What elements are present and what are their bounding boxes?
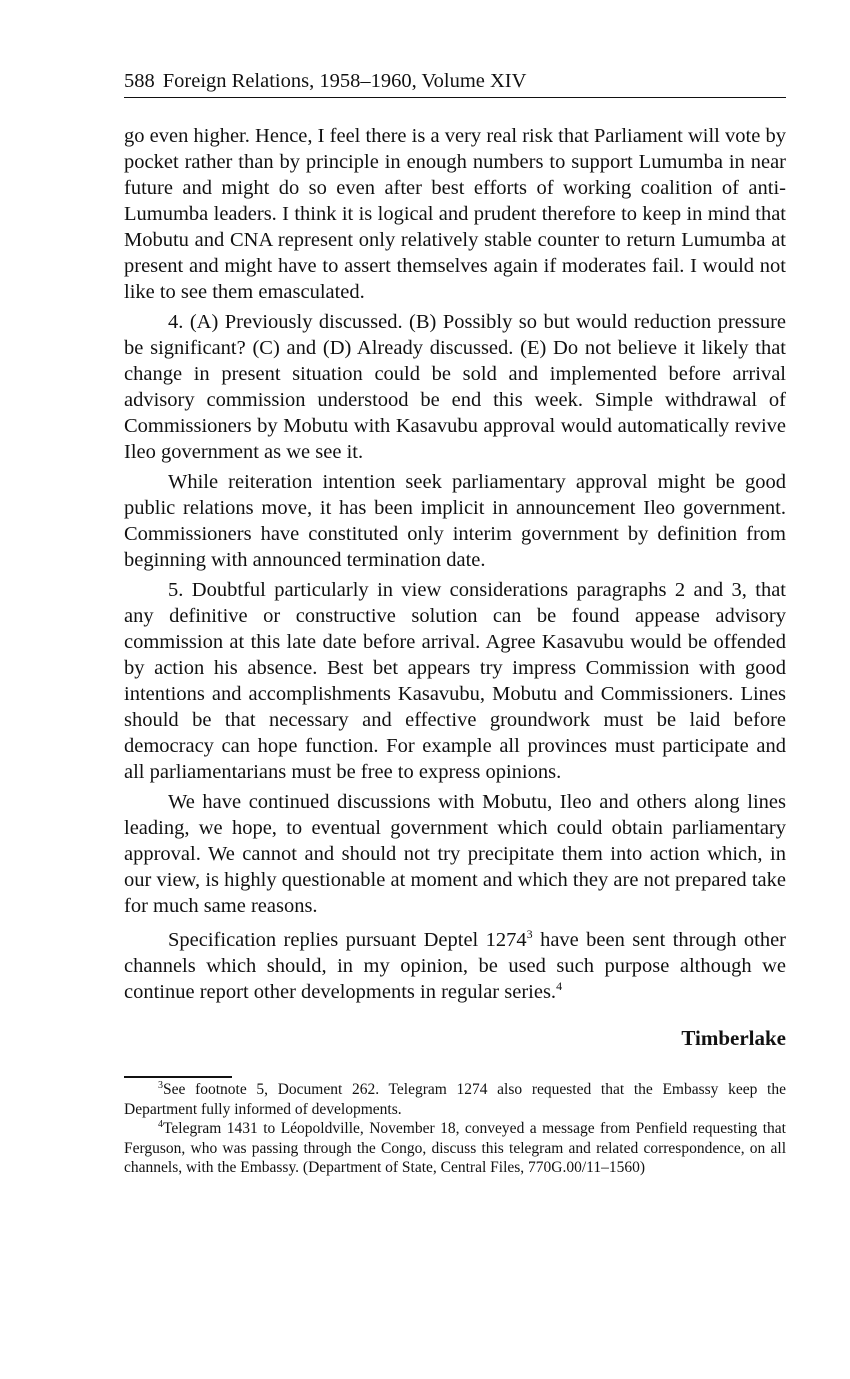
specification-text-b: have been sent through other channels which should, in my opinion, be used such purpose although we continue report other developments in regular series. (124, 929, 787, 1003)
footnote-marker: 3 (158, 1079, 163, 1091)
paragraph-point-5: 5. Doubtful particularly in view considerations paragraphs 2 and 3, that any definitive or constructive solution can be found appease advisory commission at this late date before arrival. Agree Kasavubu would be offended by action his absence. Best bet appears try impress Commission with good intentions and accomplishments Kasavubu, Mobutu and Commissioners. Lines should be that necessary and effective groundwork must be laid before democracy can hope function. For example all provinces must participate and all parliamentarians must be free to express opinions. (124, 579, 786, 783)
footnote-divider (124, 1076, 232, 1078)
paragraph-point-4: 4. (A) Previously discussed. (B) Possibly so but would reduction pressure be significant? (C) and (D) Already discussed. (E) Do not believe it likely that change in present situation could be sold and implemented before arrival advisory commission understood be end this week. Simple withdrawal of Commissioners by Mobutu with Kasavubu approval would automatically revive Ileo government as we see it. (124, 311, 786, 463)
signature: Timberlake (681, 1026, 786, 1050)
running-head (124, 66, 786, 98)
page-number: 588 (124, 70, 155, 92)
footnotes (124, 1080, 786, 1178)
paragraph-reiteration: While reiteration intention seek parliamentary approval might be good public relations move, it has been implicit in announcement Ileo government. Commissioners have constituted only interim government by definition from beginning with announced termination date. (124, 471, 786, 571)
paragraph-continuation: go even higher. Hence, I feel there is a very real risk that Parliament will vote by pocket rather than by principle in enough numbers to support Lumumba in near future and might do so even after best efforts of working coalition of anti-Lumumba leaders. I think it is logical and prudent therefore to keep in mind that Mobutu and CNA represent only relatively stable counter to return Lumumba at present and might have to assert themselves again if moderates fail. I would not like to see them emasculated. (124, 125, 786, 303)
footnote-marker: 4 (158, 1118, 163, 1130)
paragraph-specification (124, 927, 786, 1005)
footnote-3 (124, 1080, 786, 1119)
footnote-ref-4: 4 (556, 979, 563, 994)
footnote-text: See footnote 5, Document 262. Telegram 1274 also requested that the Embassy keep the Department fully informed of developments. (124, 1081, 786, 1118)
telegram-body (124, 123, 786, 1005)
footnote-4 (124, 1119, 786, 1178)
specification-text-a: Specification replies pursuant Deptel 1274 (168, 929, 527, 951)
paragraph-discussions: We have continued discussions with Mobutu, Ileo and others along lines leading, we hope, to eventual government which could obtain parliamentary approval. We cannot and should not try precipitate them into action which, in our view, is highly questionable at moment and which they are not prepared take for much same reasons. (124, 791, 786, 917)
footnote-text: Telegram 1431 to Léopoldville, November 18, conveyed a message from Penfield requesting that Ferguson, who was passing through the Congo, discuss this telegram and related correspondence, on all channels, with the Embassy. (Department of State, Central Files, 770G.00/11–1560) (124, 1120, 786, 1176)
volume-title: Foreign Relations, 1958–1960, Volume XIV (162, 70, 527, 92)
footnote-ref-3: 3 (526, 927, 533, 942)
document-page (124, 66, 786, 1178)
